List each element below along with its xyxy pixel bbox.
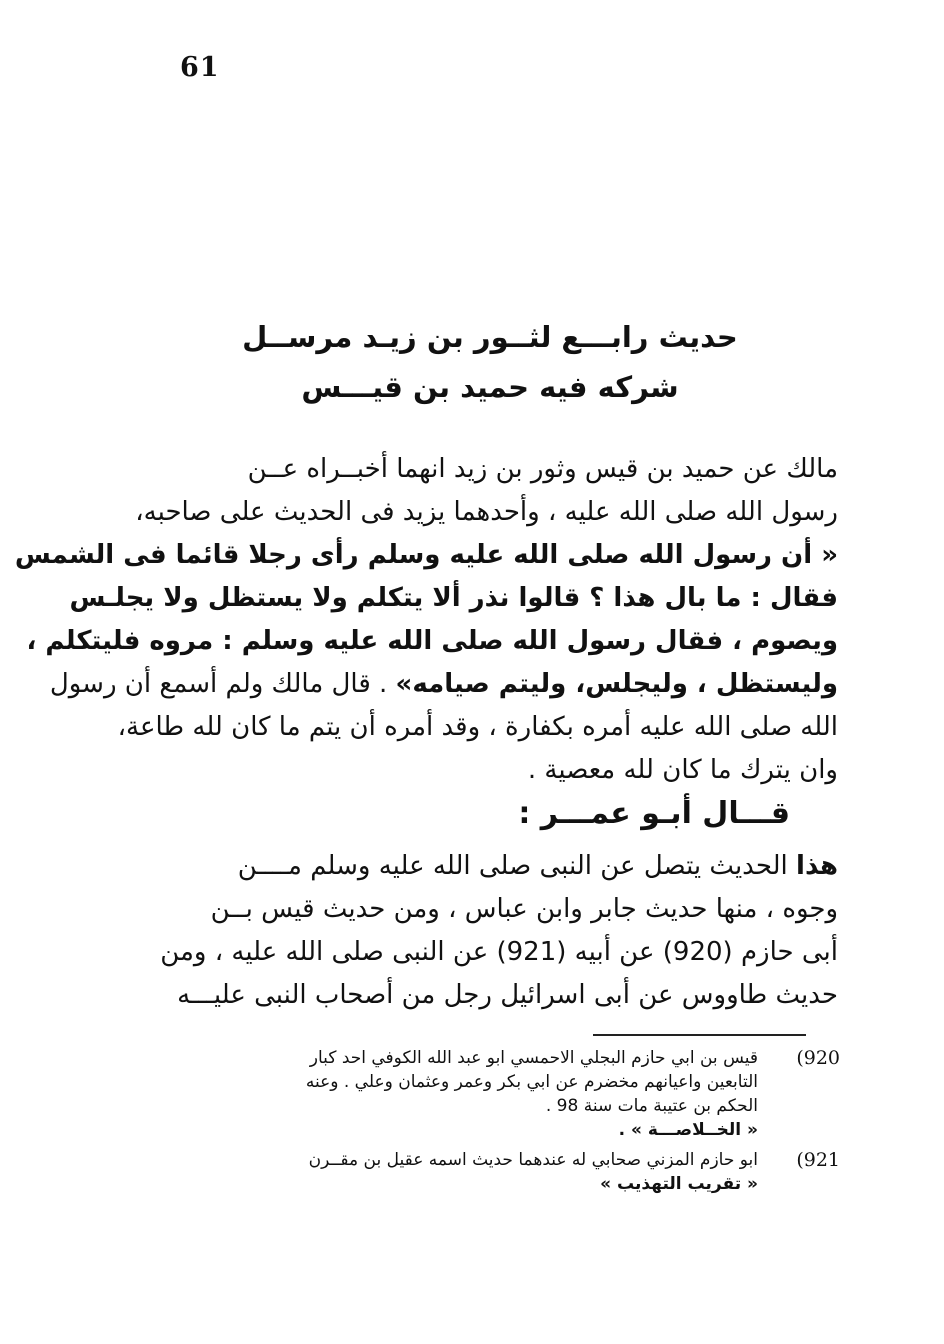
text-line: رسول الله صلى الله عليه ، وأحدهما يزيد فى الحديث على صاحبه، — [135, 497, 838, 527]
bold-segment: وليستظل ، وليجلس، وليتم صيامه» — [395, 669, 838, 699]
text-line-bold: ويصوم ، فقال رسول الله صلى الله عليه وسلم : مروه فليتكلم ، — [26, 626, 838, 656]
text-line: وان يترك ما كان لله معصية . — [527, 755, 838, 785]
regular-segment: الحديث يتصل عن النبى صلى الله عليه وسلم مــــن — [237, 851, 797, 881]
footnote-921 — [170, 1148, 840, 1196]
footnote-source: « الخــلاصـــة » . — [618, 1120, 758, 1140]
text-line: حديث طاووس عن أبى اسرائيل رجل من أصحاب النبى عليـــه — [177, 980, 838, 1010]
footnote-source: « تقريب التهذيب » — [600, 1174, 758, 1194]
footnote-number: (921 — [796, 1149, 840, 1171]
footnotes — [170, 1046, 840, 1202]
text-line: الله صلى الله عليه أمره بكفارة ، وقد أمره أن يتم ما كان لله طاعة، — [117, 712, 838, 742]
footnote-920 — [170, 1046, 840, 1142]
paragraph-hadith — [14, 448, 838, 792]
footnote-line: ابو حازم المزني صحابي له عندهما حديث اسمه عقيل بن مقــرن — [308, 1150, 758, 1170]
page-number: 61 — [180, 52, 220, 83]
bold-segment: هذا — [796, 851, 838, 881]
footnote-divider — [593, 1034, 806, 1036]
text-line-bold: « أن رسول الله صلى الله عليه وسلم رأى رجلا قائما فى الشمس — [14, 540, 838, 570]
text-line: أبى حازم (920) عن أبيه (921) عن النبى صلى الله عليه ، ومن — [160, 937, 838, 967]
paragraph-commentary — [160, 845, 838, 1017]
regular-segment: . قال مالك ولم أسمع أن رسول — [49, 669, 396, 699]
text-line-mixed — [160, 845, 838, 888]
text-line-mixed — [49, 663, 838, 706]
text-line: وجوه ، منها حديث جابر وابن عباس ، ومن حديث قيس بــن — [210, 894, 838, 924]
text-line: مالك عن حميد بن قيس وثور بن زيد انهما أخبــراه عــن — [247, 454, 838, 484]
footnote-number: (920 — [796, 1047, 840, 1069]
footnote-line: الحكم بن عتيبة مات سنة 98 . — [545, 1096, 758, 1116]
footnote-line: قيس بن ابي حازم البجلي الاحمسي ابو عبد الله الكوفي احد كبار — [309, 1048, 758, 1068]
chapter-heading-line-2: شركه فيه حميد بن قيـــس — [301, 370, 679, 404]
footnote-line: التابعين واعيانهم مخضرم عن ابي بكر وعمر وعثمان وعلي . وعنه — [305, 1072, 758, 1092]
text-line-bold: فقال : ما بال هذا ؟ قالوا نذر ألا يتكلم ولا يستظل ولا يجلـس — [69, 583, 838, 613]
section-subheading: قـــال أبـو عمـــر : — [518, 796, 790, 831]
chapter-heading-line-1: حديث رابـــع لثــور بن زيـد مرســل — [242, 320, 738, 354]
